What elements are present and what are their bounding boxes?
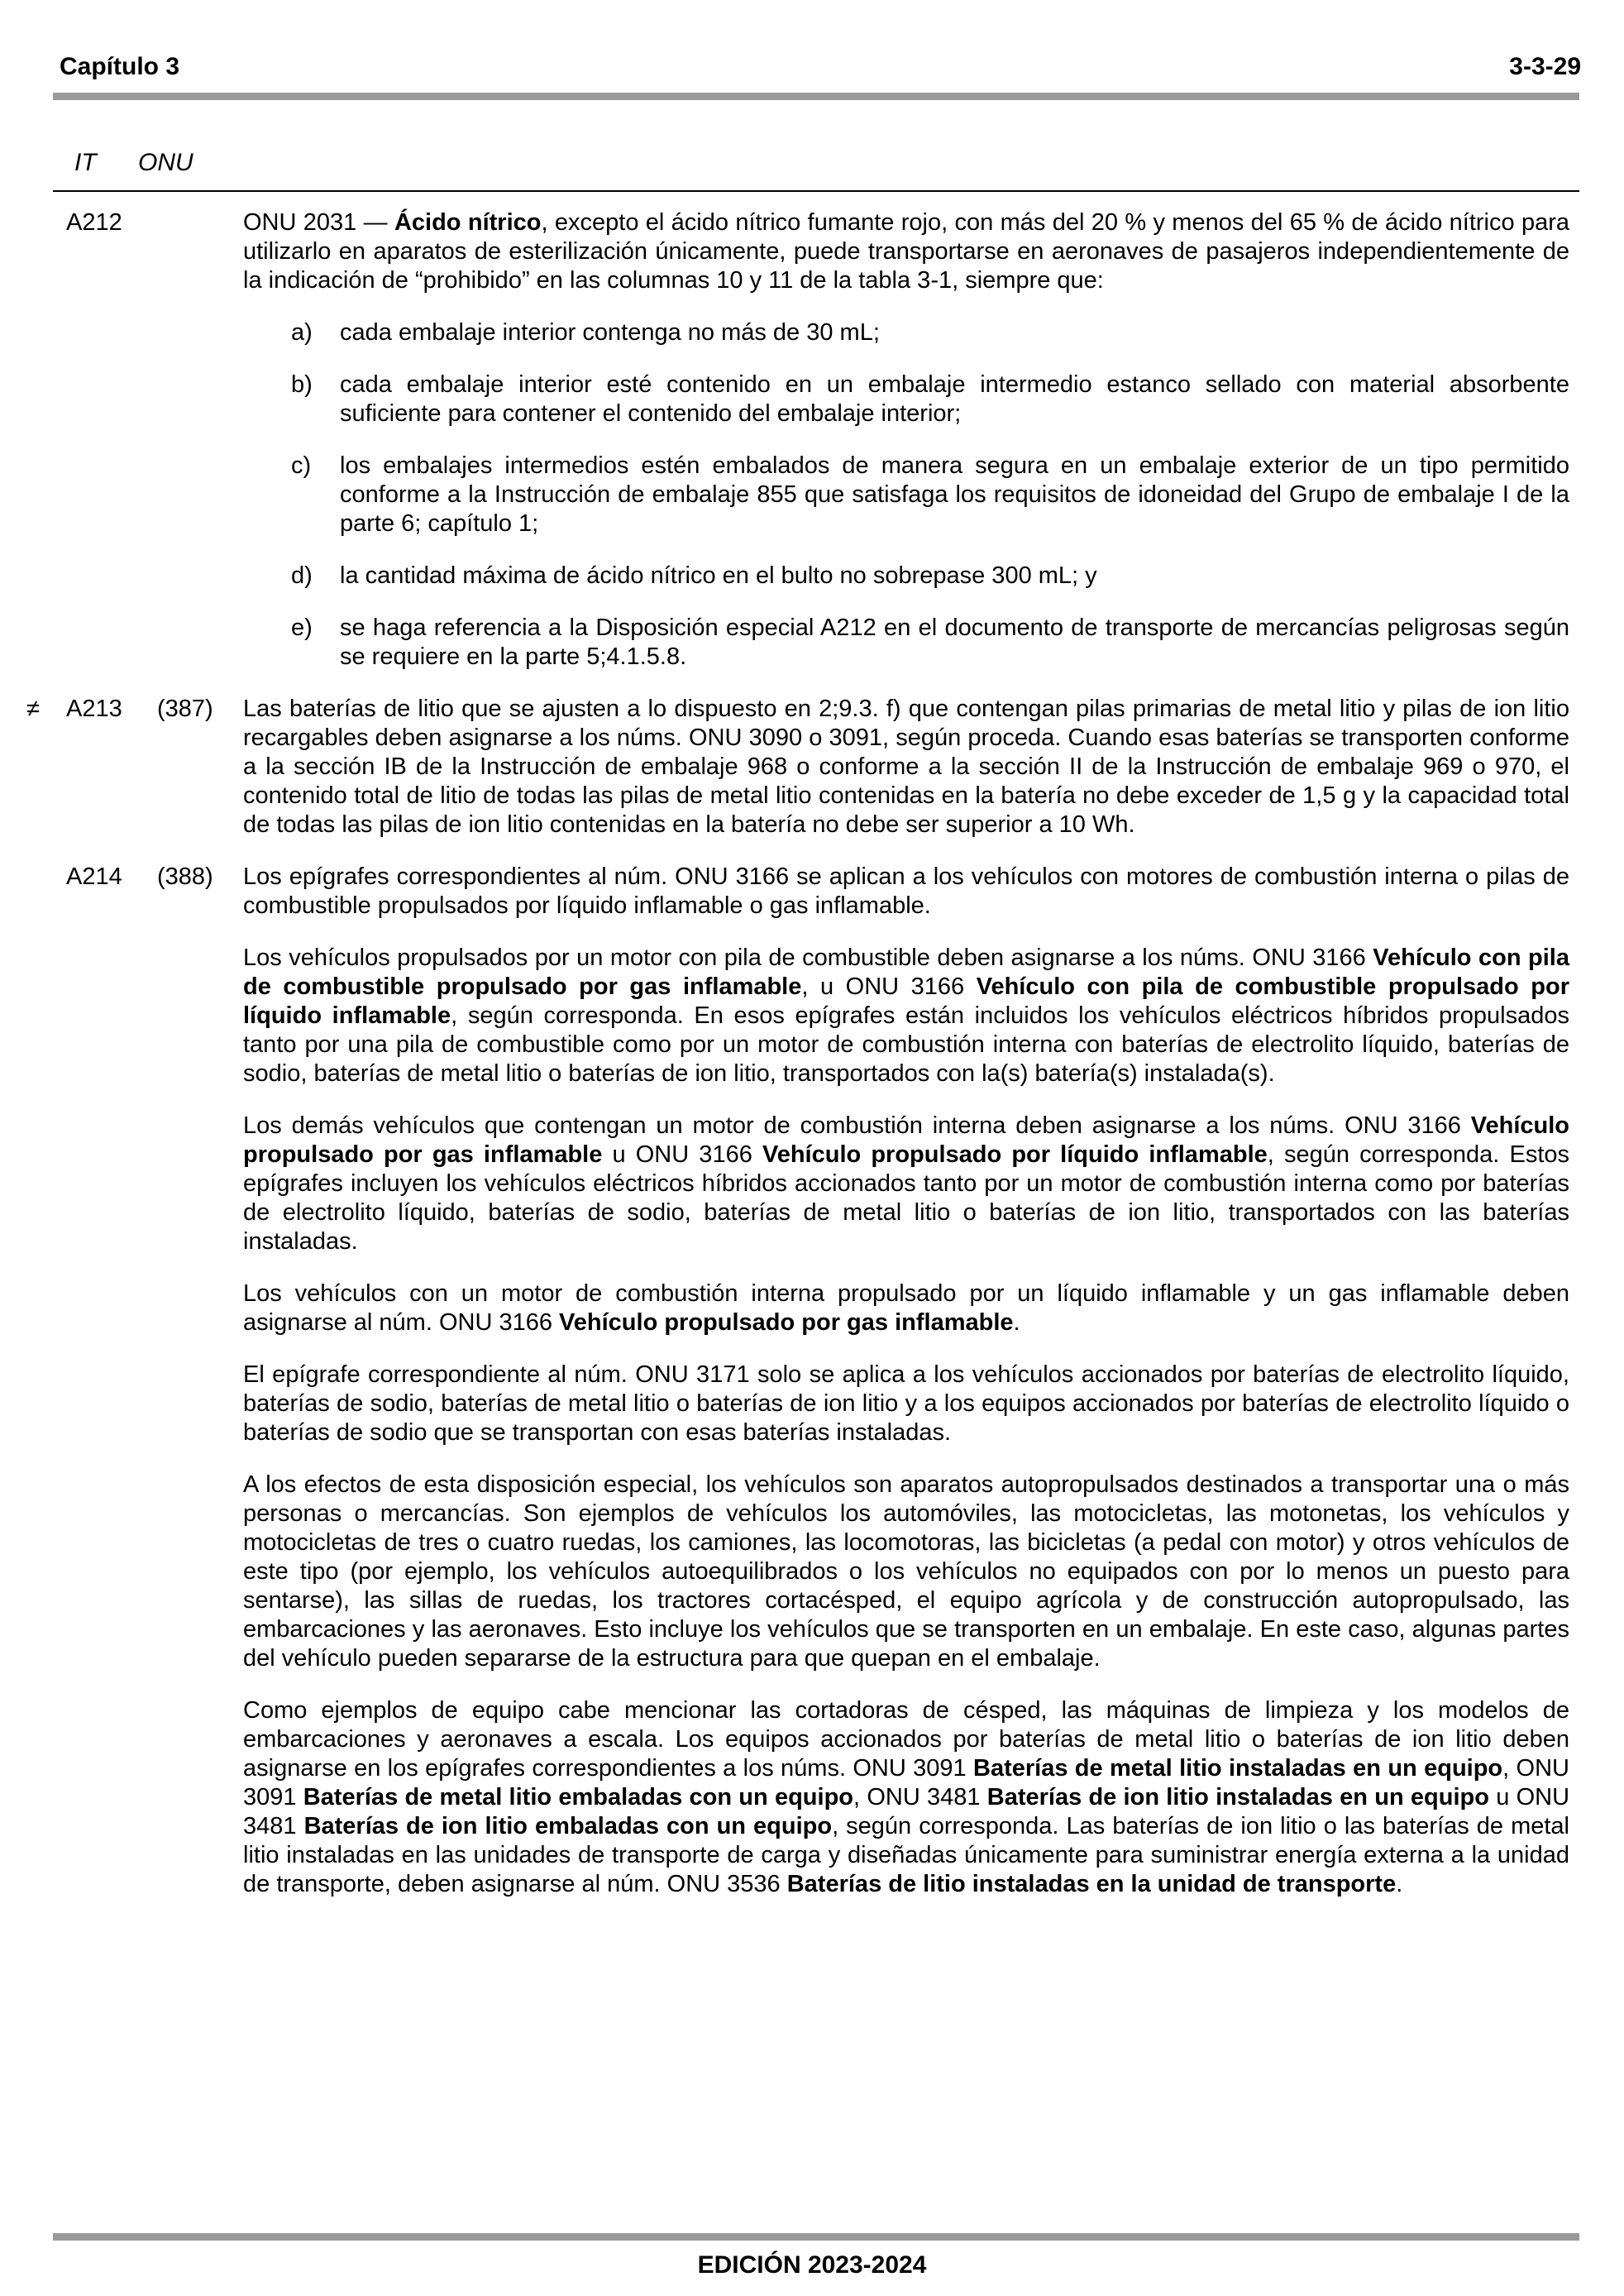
text: . — [1013, 1309, 1020, 1336]
page-header — [56, 48, 1581, 81]
text: , según corresponda. Las baterías de ion litio o las baterías de metal litio instaladas en las unidades de transporte de carga y diseñadas únicamente para suministrar energía externa a la unidad de transporte, deben asignarse al núm. ONU 3536 — [243, 1813, 1570, 1897]
column-heading-it: IT — [74, 149, 97, 176]
provisions-list — [0, 208, 1624, 1922]
list-label: e) — [291, 615, 313, 641]
list-item — [243, 614, 1569, 672]
intro-bold: Ácido nítrico — [394, 209, 542, 236]
paragraph: A los efectos de esta disposición especial, los vehículos son aparatos autopropulsados destinados a transportar una o más personas o mercancías. Son ejemplos de vehículos los automóviles, las motocicletas, las motonetas, los vehículos y motocicletas de tres o cuatro ruedas, los camiones, las locomotoras, las bicicletas (a pedal con motor) y otros vehículos de este tipo (por ejemplo, los vehículos autoequilibrados o los vehículos no equipados con por lo menos un puesto para sentarse), las sillas de ruedas, los tractores cortacésped, el equipo agrícola y de construcción autopropulsado, las embarcaciones y las aeronaves. Esto incluye los vehículos que se transporten en un embalaje. En este caso, algunas partes del vehículo pueden separarse de la estructura para que quepan en el embalaje. — [243, 1471, 1569, 1672]
list-label: b) — [291, 371, 313, 398]
page-number: 3-3-29 — [1509, 53, 1581, 80]
list-text: la cantidad máxima de ácido nítrico en el bulto no sobrepase 300 mL; y — [340, 562, 1097, 589]
chapter-title: Capítulo 3 — [60, 53, 180, 80]
column-headings — [74, 149, 228, 177]
intro-text-cont: , excepto el ácido nítrico fumante rojo, con más del 20 % y menos del 65 % de ácido nítrico para utilizarlo en aparatos de esterilización únicamente, puede transportarse en aeronaves de pasajeros independientemente de la indicación de “prohibido” en las columnas 10 y 11 de la tabla 3-1, siempre que: — [243, 209, 1570, 294]
paragraph — [243, 944, 1569, 1088]
edition-footer: EDICIÓN 2023-2024 — [697, 2251, 927, 2279]
bold-entry: Vehículo con pila de combustible propulsado por gas inflamable — [243, 945, 1569, 1000]
bold-entry: Baterías de ion litio instaladas en un equipo — [986, 1784, 1489, 1810]
list-label: d) — [291, 562, 313, 589]
un-reference: (388) — [157, 863, 213, 890]
bold-entry: Vehículo con pila de combustible propulsado por líquido inflamable — [243, 973, 1569, 1029]
text: Los vehículos propulsados por un motor con pila de combustible deben asignarse a los núms. ONU 3166 — [243, 945, 1373, 971]
provision-intro — [243, 208, 1569, 295]
column-heading-onu: ONU — [138, 149, 193, 176]
list-text: cada embalaje interior esté contenido en un embalaje intermedio estanco sellado con material absorbente suficiente para contener el contenido del embalaje interior; — [340, 371, 1569, 427]
header-rule — [53, 93, 1579, 100]
provision-code: A214 — [66, 863, 122, 890]
list-item — [243, 371, 1569, 428]
text: u ONU 3481 — [243, 1784, 1570, 1839]
text: Los vehículos con un motor de combustión interna propulsado por un líquido inflamable y un gas inflamable deben asignarse al núm. ONU 3166 — [243, 1280, 1569, 1336]
bold-entry: Baterías de metal litio instaladas en un equipo — [973, 1755, 1503, 1782]
bold-entry: Vehículo propulsado por gas inflamable — [243, 1112, 1569, 1168]
paragraph — [243, 1280, 1569, 1337]
un-reference: (387) — [157, 696, 213, 722]
bold-entry: Baterías de ion litio embaladas con un equipo — [303, 1813, 833, 1839]
bold-entry: Vehículo propulsado por gas inflamable — [559, 1309, 1014, 1336]
paragraph: El epígrafe correspondiente al núm. ONU 3171 solo se aplica a los vehículos accionados por baterías de electrolito líquido, baterías de sodio, baterías de metal litio o baterías de ion litio y a los equipos accionados por baterías de electrolito líquido o baterías de sodio que se transportan con esas baterías instaladas. — [243, 1361, 1569, 1446]
text: , según corresponda. En esos epígrafes están incluidos los vehículos eléctricos híbridos propulsados tanto por una pila de combustible como por un motor de combustión interna con baterías de electrolito líquido, baterías de sodio, baterías de metal litio o baterías de ion litio, transportados con la(s) batería(s) instalada(s). — [243, 1002, 1570, 1087]
list-item — [243, 562, 1569, 591]
text: , u ONU 3166 — [801, 973, 977, 1000]
bold-entry: Vehículo propulsado por líquido inflamable — [762, 1141, 1268, 1168]
paragraph — [243, 1696, 1569, 1899]
provision-body — [243, 863, 1569, 1899]
text: , ONU 3091 — [243, 1755, 1569, 1810]
provision-code: A212 — [66, 209, 122, 236]
list-label: a) — [291, 319, 313, 346]
text: Los demás vehículos que contengan un motor de combustión interna deben asignarse a los núms. ONU 3166 — [243, 1112, 1471, 1139]
text: . — [1396, 1871, 1403, 1897]
footer-rule — [53, 2233, 1579, 2241]
bold-entry: Baterías de metal litio embaladas con un equipo — [303, 1784, 854, 1810]
list-label: c) — [291, 452, 312, 479]
list-text: se haga referencia a la Disposición especial A212 en el documento de transporte de mercancías peligrosas según se requiere en la parte 5;4.1.5.8. — [340, 615, 1569, 670]
text: Como ejemplos de equipo cabe mencionar las cortadoras de césped, las máquinas de limpieza y los modelos de embarcaciones y aeronaves a escala. Los equipos accionados por baterías de metal litio o baterías de ion litio deben asignarse en los epígrafes correspondientes a los núms. ONU 3091 — [243, 1697, 1569, 1782]
list-text: cada embalaje interior contenga no más de 30 mL; — [340, 319, 880, 346]
provision-a212 — [0, 208, 1624, 672]
list-item — [243, 318, 1569, 347]
paragraph: Los epígrafes correspondientes al núm. ONU 3166 se aplican a los vehículos con motores de combustión interna o pilas de combustible propulsados por líquido inflamable o gas inflamable. — [243, 863, 1569, 919]
bold-entry: Baterías de litio instaladas en la unidad de transporte — [786, 1871, 1397, 1897]
paragraph — [243, 1112, 1569, 1256]
intro-text: ONU 2031 — — [243, 209, 394, 236]
provision-a214 — [0, 863, 1624, 1899]
text: , según corresponda. Estos epígrafes incluyen los vehículos eléctricos híbridos accionados tanto por un motor de combustión interna como por baterías de electrolito líquido, baterías de sodio, baterías de metal litio o baterías de ion litio, transportados con las baterías instaladas. — [243, 1141, 1570, 1255]
provision-body — [243, 208, 1569, 672]
provision-body — [243, 695, 1569, 839]
list-item — [243, 452, 1569, 538]
conditions-list — [243, 318, 1569, 672]
list-text: los embalajes intermedios estén embalados de manera segura en un embalaje exterior de un tipo permitido conforme a la Instrucción de embalaje 855 que satisfaga los requisitos de idoneidad del Grupo de embalaje I de la parte 6; capítulo 1; — [340, 452, 1569, 537]
text: u ONU 3166 — [602, 1141, 762, 1168]
text: , ONU 3481 — [853, 1784, 987, 1810]
change-mark: ≠ — [26, 696, 40, 722]
provision-text: Las baterías de litio que se ajusten a lo dispuesto en 2;9.3. f) que contengan pilas primarias de metal litio y pilas de ion litio recargables deben asignarse a los núms. ONU 3090 o 3091, según proceda. Cuando esas baterías se transporten conforme a la sección IB de la Instrucción de embalaje 968 o conforme a la sección II de la Instrucción de embalaje 969 o 970, el contenido total de litio de todas las pilas de metal litio contenidas en la batería no debe exceder de 1,5 g y la capacidad total de todas las pilas de ion litio contenidas en la batería no debe ser superior a 10 Wh. — [243, 696, 1569, 838]
column-heading-rule — [53, 190, 1579, 192]
provision-a213 — [0, 695, 1624, 839]
provision-code: A213 — [66, 696, 122, 722]
